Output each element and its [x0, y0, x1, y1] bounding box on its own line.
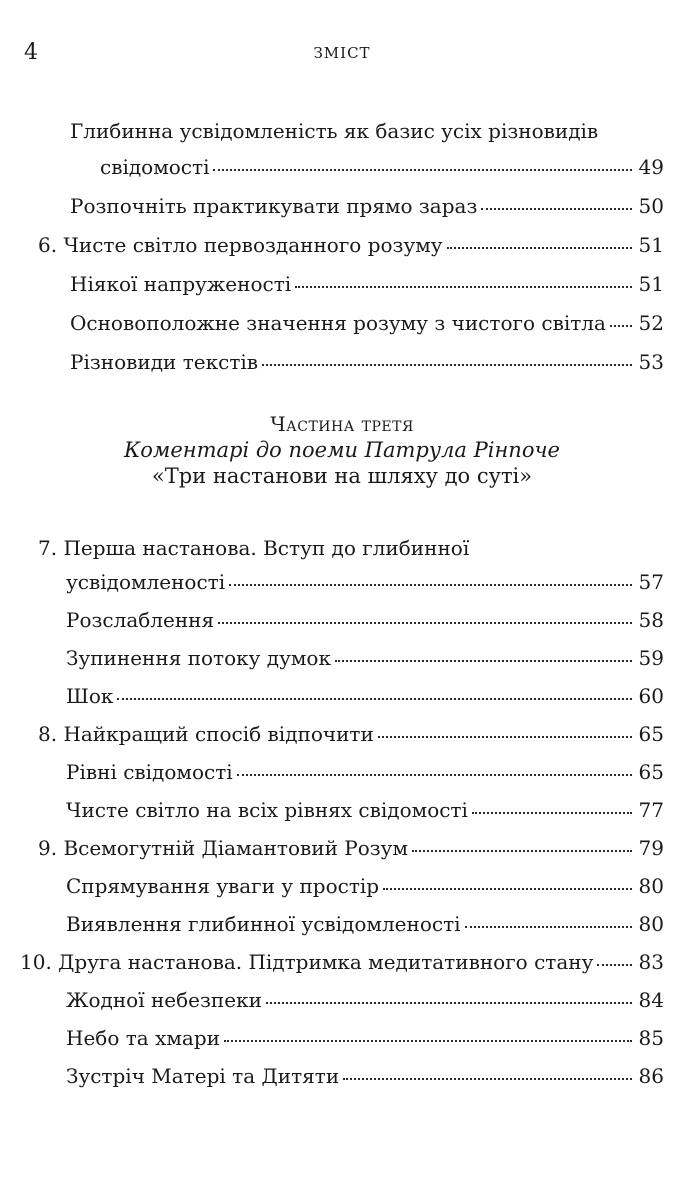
toc-entry [0, 114, 684, 184]
toc-entry [0, 793, 684, 827]
part-subtitle: Коментарі до поеми Патрула Рінпоче [124, 438, 560, 462]
toc-entry-title: Жодної небезпеки [66, 988, 262, 1012]
dot-leader [447, 229, 632, 249]
page-number: 4 [24, 40, 38, 65]
toc-entry-page: 65 [638, 760, 664, 784]
toc-chapter [0, 831, 684, 865]
toc-entry-title: Шок [66, 684, 114, 708]
toc-entry-title-line1: Глибинна усвідомленість як базис усіх різновидів [70, 119, 599, 143]
dot-leader [117, 680, 632, 700]
toc-chapter-title: 10. Друга настанова. Підтримка медитативного стану [20, 950, 594, 974]
toc-chapter-title: 9. Всемогутній Діамантовий Розум [38, 836, 408, 860]
toc-entry-page: 83 [638, 950, 664, 974]
toc-entry-page: 86 [638, 1064, 664, 1088]
toc-entry-page: 53 [638, 350, 664, 374]
toc-entry-page: 85 [638, 1026, 664, 1050]
toc-entry [0, 267, 684, 301]
dot-leader [378, 718, 632, 738]
toc-entry [0, 345, 684, 379]
toc-entry [0, 1021, 684, 1055]
toc-entry-page: 58 [638, 608, 664, 632]
toc-entry-page: 84 [638, 988, 664, 1012]
dot-leader [597, 946, 632, 966]
toc-entry-page: 80 [638, 874, 664, 898]
toc-entry [0, 641, 684, 675]
toc-entry-title: Зустріч Матері та Дитяти [66, 1064, 340, 1088]
toc-entry-page: 51 [638, 233, 664, 257]
toc-chapter [0, 717, 684, 751]
dot-leader [481, 190, 632, 210]
toc-chapter-title-line1: 7. Перша настанова. Вступ до глибинної [38, 536, 470, 560]
dot-leader [224, 1022, 632, 1042]
dot-leader [229, 566, 632, 586]
toc-entry-title: Спрямування уваги у простір [66, 874, 380, 898]
toc-entry [0, 189, 684, 223]
toc-entry-title: Зупинення потоку думок [66, 646, 331, 670]
dot-leader [383, 870, 632, 890]
toc-entry-title: Різновиди текстів [70, 350, 259, 374]
toc-entry-page: 65 [638, 722, 664, 746]
toc-entry [0, 306, 684, 340]
toc-entry-page: 50 [638, 194, 664, 218]
toc-entry-page: 77 [638, 798, 664, 822]
toc-entry-page: 59 [638, 646, 664, 670]
toc-entry-title: Чисте світло на всіх рівнях свідомості [66, 798, 468, 822]
dot-leader [266, 984, 632, 1004]
toc-entry-title: Виявлення глибинної усвідомленості [66, 912, 461, 936]
toc-entry [0, 869, 684, 903]
toc-chapter [0, 945, 684, 979]
part-title: «Три настанови на шляху до суті» [151, 464, 533, 488]
toc-entry [0, 1059, 684, 1093]
toc-entry [0, 679, 684, 713]
toc-chapter-title: 8. Найкращий спосіб відпочити [38, 722, 374, 746]
toc-section-bottom [0, 531, 684, 1093]
toc-entry [0, 603, 684, 637]
toc-entry-page: 57 [638, 570, 664, 594]
toc-entry-title: Розпочніть практикувати прямо зараз [70, 194, 478, 218]
toc-entry [0, 755, 684, 789]
dot-leader [262, 346, 632, 366]
toc-entry-page: 51 [638, 272, 664, 296]
toc-entry-page: 60 [638, 684, 664, 708]
toc-entry-title: свідомості [100, 155, 210, 179]
toc-section-top [0, 114, 684, 379]
toc-chapter-title: усвідомленості [66, 570, 226, 594]
dot-leader [237, 756, 632, 776]
toc-chapter-title: 6. Чисте світло первозданного розуму [38, 233, 443, 257]
toc-chapter [0, 531, 684, 599]
page-header [24, 40, 660, 70]
dot-leader [295, 268, 632, 288]
toc-entry [0, 907, 684, 941]
toc-entry-title: Небо та хмари [66, 1026, 220, 1050]
toc-entry-page: 80 [638, 912, 664, 936]
dot-leader [465, 908, 632, 928]
toc-entry [0, 983, 684, 1017]
toc-entry-page: 79 [638, 836, 664, 860]
toc-chapter [0, 228, 684, 262]
part-label: Частина третя [270, 412, 414, 436]
dot-leader [412, 832, 632, 852]
dot-leader [218, 604, 632, 624]
dot-leader [213, 151, 632, 171]
toc-entry-title: Ніякої напруженості [70, 272, 292, 296]
toc-entry-title: Рівні свідомості [66, 760, 233, 784]
toc-entry-page: 49 [638, 155, 664, 179]
toc-entry-title: Основоположне значення розуму з чистого світла [70, 311, 606, 335]
dot-leader [343, 1060, 632, 1080]
toc-entry-page: 52 [638, 311, 664, 335]
dot-leader [472, 794, 632, 814]
part-heading [0, 412, 684, 488]
toc-entry-title: Розслаблення [66, 608, 215, 632]
running-head: ЗМІСТ [313, 44, 371, 62]
dot-leader [610, 307, 632, 327]
dot-leader [335, 642, 632, 662]
